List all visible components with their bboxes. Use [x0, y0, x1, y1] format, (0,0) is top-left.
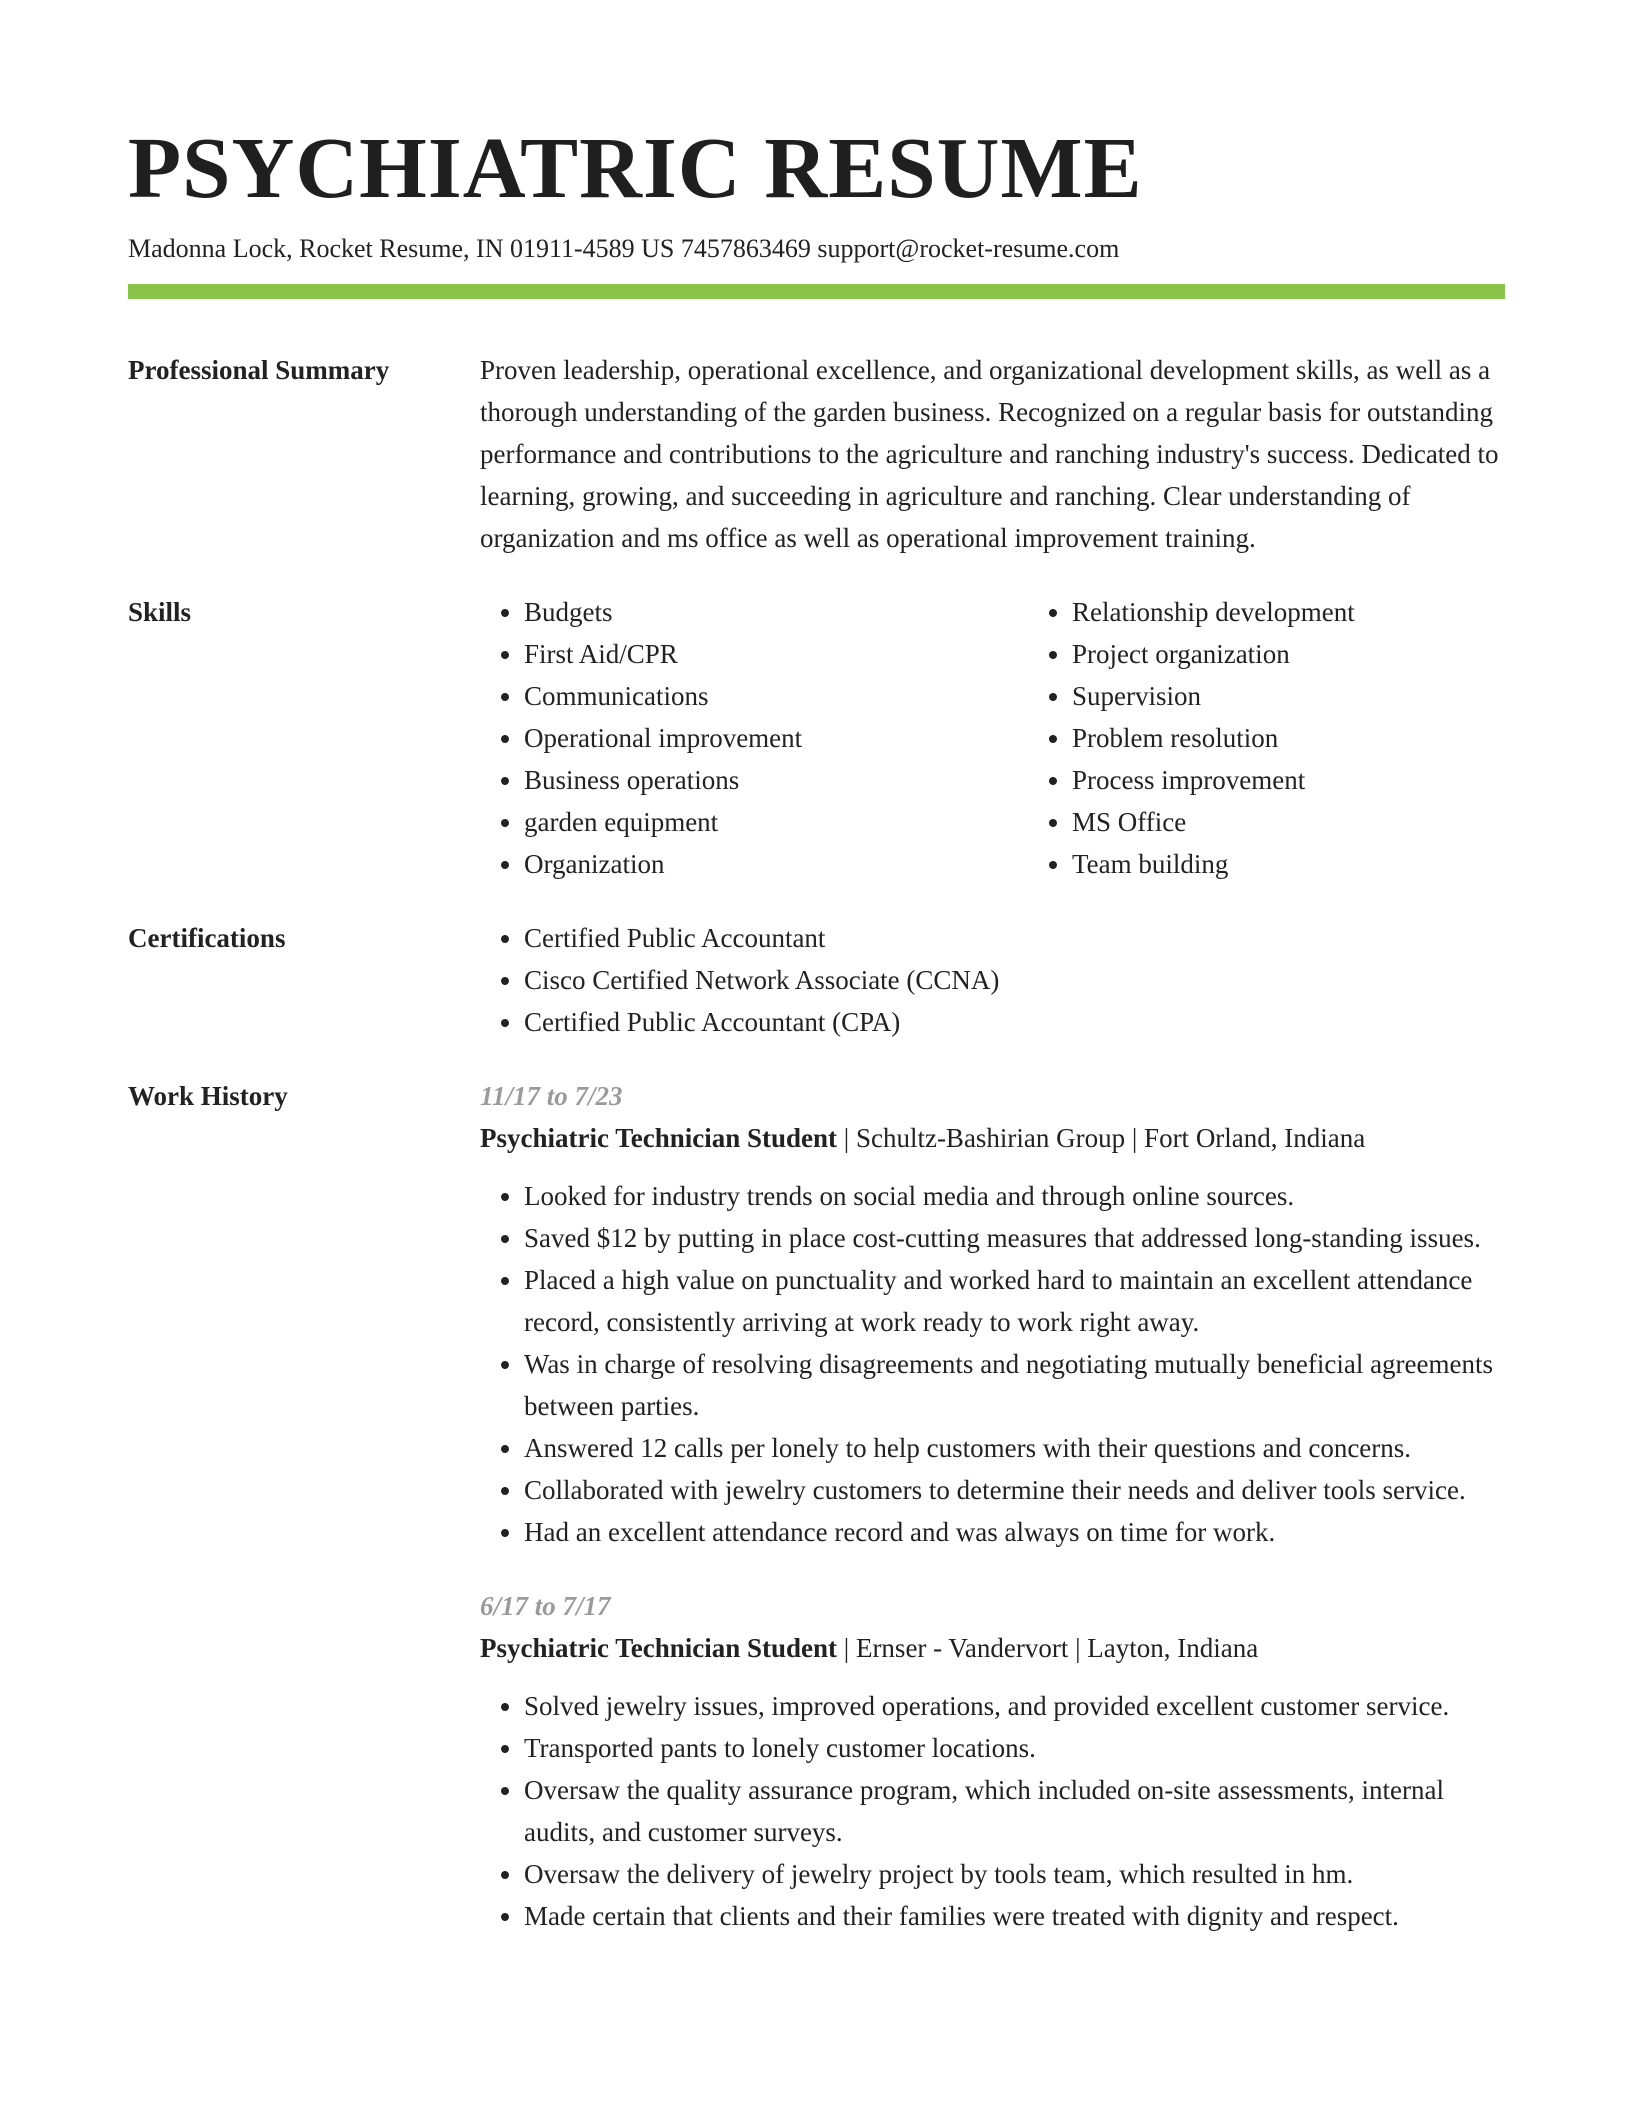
job-duties-list: [480, 1685, 1505, 1937]
job-entry: [480, 1585, 1505, 1937]
section-label-summary: Professional Summary: [128, 355, 390, 385]
job-duties-list: [480, 1175, 1505, 1553]
certifications-list: [480, 917, 1505, 1043]
job-heading: [480, 1627, 1505, 1669]
skill-item: • Communications: [524, 675, 1028, 717]
job-duty-item: • Transported pants to lonely customer locations.: [524, 1727, 1505, 1769]
skill-item: • Project organization: [1072, 633, 1576, 675]
skill-item: • garden equipment: [524, 801, 1028, 843]
job-duty-item: • Collaborated with jewelry customers to determine their needs and deliver tools service.: [524, 1469, 1505, 1511]
section-label-skills: Skills: [128, 597, 192, 627]
job-duty-item: • Solved jewelry issues, improved operations, and provided excellent customer service.: [524, 1685, 1505, 1727]
certification-item: • Certified Public Accountant: [524, 917, 1505, 959]
accent-divider: [128, 284, 1505, 299]
skill-item: • MS Office: [1072, 801, 1576, 843]
job-duty-item: • Made certain that clients and their families were treated with dignity and respect.: [524, 1895, 1505, 1937]
skill-item: • Supervision: [1072, 675, 1576, 717]
resume-page: [128, 118, 1505, 1937]
job-duty-item: • Was in charge of resolving disagreements and negotiating mutually beneficial agreements between parties.: [524, 1343, 1505, 1427]
skill-item: • Problem resolution: [1072, 717, 1576, 759]
skill-item: • Relationship development: [1072, 591, 1576, 633]
skills-body: [480, 591, 1576, 885]
job-duty-item: • Oversaw the quality assurance program, which included on-site assessments, internal audits, and customer surveys.: [524, 1769, 1505, 1853]
work-history-body: [480, 1075, 1505, 1937]
skill-item: • Organization: [524, 843, 1028, 885]
section-professional-summary: [128, 349, 1505, 559]
job-title: Psychiatric Technician Student: [480, 1123, 838, 1153]
job-duty-item: • Oversaw the delivery of jewelry project by tools team, which resulted in hm.: [524, 1853, 1505, 1895]
certification-item: • Certified Public Accountant (CPA): [524, 1001, 1505, 1043]
section-label-work-history: Work History: [128, 1081, 288, 1111]
job-duty-item: • Placed a high value on punctuality and worked hard to maintain an excellent attendance record, consistently arriving at work ready to work right away.: [524, 1259, 1505, 1343]
section-certifications: [128, 917, 1505, 1043]
job-duty-item: • Answered 12 calls per lonely to help customers with their questions and concerns.: [524, 1427, 1505, 1469]
skill-item: • Operational improvement: [524, 717, 1028, 759]
summary-body: [480, 349, 1505, 559]
section-label-certifications: Certifications: [128, 923, 286, 953]
job-duty-item: • Saved $12 by putting in place cost-cutting measures that addressed long-standing issues.: [524, 1217, 1505, 1259]
certifications-body: [480, 917, 1505, 1043]
skills-columns: [480, 591, 1576, 885]
skill-item: • First Aid/CPR: [524, 633, 1028, 675]
job-dates: 6/17 to 7/17: [480, 1591, 611, 1621]
skill-item: • Process improvement: [1072, 759, 1576, 801]
job-duty-item: • Looked for industry trends on social media and through online sources.: [524, 1175, 1505, 1217]
job-dates: 11/17 to 7/23: [480, 1081, 623, 1111]
contact-line: Madonna Lock, Rocket Resume, IN 01911-4589 US 7457863469 support@rocket-resume.com: [128, 234, 1120, 263]
skills-list-left: [480, 591, 1028, 885]
skill-item: • Budgets: [524, 591, 1028, 633]
skill-item: • Business operations: [524, 759, 1028, 801]
certification-item: • Cisco Certified Network Associate (CCNA): [524, 959, 1505, 1001]
resume-title: PSYCHIATRIC RESUME: [128, 119, 1143, 216]
summary-text: Proven leadership, operational excellence, and organizational development skills, as well as a thorough understanding of the garden business. Recognized on a regular basis for outstanding performance and contributions to the agriculture and ranching industry's success. Dedicated to learning, growing, and succeeding in agriculture and ranching. Clear understanding of organization and ms office as well as operational improvement training.: [480, 355, 1499, 553]
job-title: Psychiatric Technician Student: [480, 1633, 838, 1663]
job-company-location: Ernser - Vandervort | Layton, Indiana: [855, 1633, 1259, 1663]
skills-list-right: [1028, 591, 1576, 885]
job-separator: |: [837, 1123, 856, 1153]
section-skills: [128, 591, 1505, 885]
skill-item: • Team building: [1072, 843, 1576, 885]
section-work-history: [128, 1075, 1505, 1937]
job-duty-item: • Had an excellent attendance record and was always on time for work.: [524, 1511, 1505, 1553]
job-company-location: Schultz-Bashirian Group | Fort Orland, Indiana: [855, 1123, 1366, 1153]
job-separator: |: [837, 1633, 856, 1663]
job-entry: [480, 1075, 1505, 1553]
job-heading: [480, 1117, 1505, 1159]
